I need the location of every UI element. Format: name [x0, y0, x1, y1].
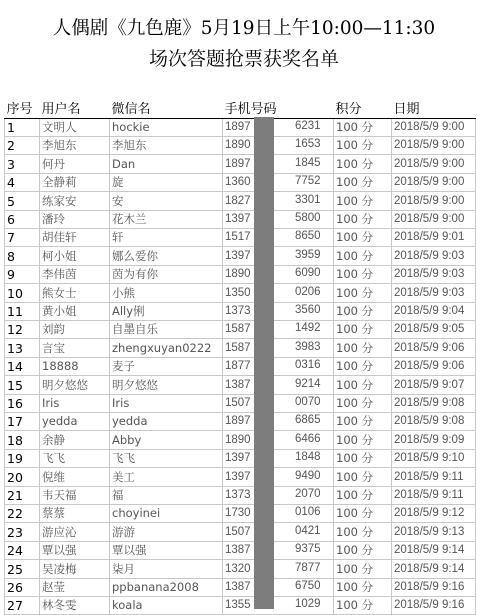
phone-prefix: 1587: [225, 323, 251, 336]
table-row: [5, 247, 476, 265]
cell-username: 吴凌梅: [40, 560, 110, 578]
table-row: [5, 376, 476, 394]
cell-score: 100 分: [334, 413, 392, 431]
cell-username: 明夕悠悠: [40, 376, 110, 394]
cell-date: 2018/5/9 9:03: [392, 247, 476, 265]
cell-wechat-name: yedda: [110, 413, 223, 431]
cell-date: 2018/5/9 9:14: [392, 560, 476, 578]
table-row: [5, 357, 476, 375]
column-header-phone: 手机号码: [223, 96, 334, 118]
cell-username: 李旭东: [40, 136, 110, 154]
cell-phone: [223, 192, 334, 210]
page-subtitle: 场次答题抢票获奖名单: [148, 48, 339, 70]
table-row: [5, 431, 476, 449]
phone-prefix: 1730: [225, 507, 251, 520]
cell-username: 游应沁: [40, 523, 110, 541]
cell-score: 100 分: [334, 247, 392, 265]
cell-username: 柯小姐: [40, 247, 110, 265]
cell-index: 5: [5, 192, 40, 210]
phone-prefix: 1827: [225, 194, 251, 207]
cell-phone: [223, 173, 334, 191]
cell-phone: [223, 560, 334, 578]
table-row: [5, 523, 476, 541]
cell-phone: [223, 357, 334, 375]
cell-wechat-name: 美工: [110, 468, 223, 486]
cell-score: 100 分: [334, 541, 392, 559]
cell-score: 100 分: [334, 320, 392, 338]
cell-wechat-name: choyinei: [110, 505, 223, 523]
cell-index: 23: [5, 523, 40, 541]
phone-prefix: 1507: [225, 397, 251, 409]
cell-wechat-name: Abby: [110, 431, 223, 449]
phone-prefix: 1387: [225, 581, 251, 594]
cell-username: 刘韵: [40, 320, 110, 338]
winner-table: [4, 96, 476, 615]
cell-index: 25: [5, 560, 40, 578]
cell-username: 18888: [40, 357, 110, 375]
cell-phone: [223, 302, 334, 320]
cell-date: 2018/5/9 9:11: [392, 468, 476, 486]
phone-prefix: 1387: [225, 544, 251, 557]
column-header-score: 积分: [334, 96, 392, 118]
cell-score: 100 分: [334, 376, 392, 394]
cell-score: 100 分: [334, 302, 392, 320]
cell-score: 100 分: [334, 228, 392, 246]
cell-username: 余静: [40, 431, 110, 449]
cell-date: 2018/5/9 9:00: [392, 210, 476, 228]
cell-phone: [223, 247, 334, 265]
cell-score: 100 分: [334, 505, 392, 523]
cell-username: 覃以强: [40, 541, 110, 559]
phone-prefix: 1507: [225, 525, 251, 538]
cell-index: 24: [5, 541, 40, 559]
cell-username: 李伟茵: [40, 265, 110, 283]
page-title: 人偶剧《九色鹿》5月19日上午10:00—11:30: [52, 18, 436, 39]
table-body: [5, 118, 476, 615]
cell-wechat-name: zhengxuyan0222: [110, 339, 223, 357]
cell-phone: [223, 486, 334, 504]
phone-prefix: 1897: [225, 157, 251, 170]
cell-wechat-name: ppbanana2008: [110, 578, 223, 596]
cell-phone: [223, 394, 334, 412]
cell-date: 2018/5/9 9:10: [392, 449, 476, 467]
cell-phone: [223, 541, 334, 559]
cell-username: 倪维: [40, 468, 110, 486]
cell-wechat-name: 游游: [110, 523, 223, 541]
cell-username: 练家安: [40, 192, 110, 210]
cell-index: 7: [5, 228, 40, 246]
cell-username: 熊女士: [40, 284, 110, 302]
cell-phone: [223, 431, 334, 449]
cell-phone: [223, 339, 334, 357]
phone-suffix: 6466: [295, 432, 321, 445]
cell-username: 潘玲: [40, 210, 110, 228]
cell-score: 100 分: [334, 357, 392, 375]
phone-suffix: 2070: [295, 488, 321, 501]
cell-date: 2018/5/9 9:04: [392, 302, 476, 320]
phone-suffix: 0316: [295, 359, 321, 372]
column-header-wechat: 微信名: [110, 96, 223, 118]
cell-index: 20: [5, 468, 40, 486]
cell-phone: [223, 413, 334, 431]
phone-prefix: 1373: [225, 304, 251, 317]
cell-date: 2018/5/9 9:16: [392, 578, 476, 596]
cell-score: 100 分: [334, 578, 392, 596]
phone-prefix: 1387: [225, 378, 251, 391]
cell-score: 100 分: [334, 210, 392, 228]
column-header-index: 序号: [5, 96, 40, 118]
cell-phone: [223, 597, 334, 615]
phone-prefix: 1877: [225, 360, 251, 373]
table-row: [5, 339, 476, 357]
cell-score: 100 分: [334, 136, 392, 154]
table-row: [5, 302, 476, 320]
cell-wechat-name: 柒月: [110, 560, 223, 578]
cell-index: 16: [5, 394, 40, 412]
cell-date: 2018/5/9 9:03: [392, 265, 476, 283]
table-row: [5, 505, 476, 523]
cell-date: 2018/5/9 9:00: [392, 192, 476, 210]
phone-prefix: 1397: [225, 452, 251, 465]
phone-suffix: 1845: [295, 156, 321, 169]
cell-phone: [223, 210, 334, 228]
cell-phone: [223, 468, 334, 486]
cell-score: 100 分: [334, 155, 392, 173]
cell-date: 2018/5/9 9:07: [392, 376, 476, 394]
cell-date: 2018/5/9 9:06: [392, 339, 476, 357]
cell-score: 100 分: [334, 192, 392, 210]
phone-suffix: 3560: [295, 303, 321, 316]
table-row: [5, 560, 476, 578]
cell-score: 100 分: [334, 560, 392, 578]
phone-prefix: 1587: [225, 341, 251, 354]
table-row: [5, 413, 476, 431]
cell-wechat-name: 覃以强: [110, 541, 223, 559]
phone-suffix: 7877: [295, 561, 321, 574]
cell-phone: [223, 265, 334, 283]
phone-prefix: 1890: [225, 268, 251, 281]
cell-username: 飞飞: [40, 449, 110, 467]
cell-index: 18: [5, 431, 40, 449]
cell-index: 9: [5, 265, 40, 283]
phone-suffix: 6750: [295, 580, 321, 593]
table-row: [5, 136, 476, 154]
table-row: [5, 173, 476, 191]
table-row: [5, 228, 476, 246]
phone-prefix: 1360: [225, 176, 251, 189]
cell-phone: [223, 284, 334, 302]
table-row: [5, 468, 476, 486]
cell-date: 2018/5/9 9:13: [392, 523, 476, 541]
cell-score: 100 分: [334, 118, 392, 136]
cell-wechat-name: 李旭东: [110, 136, 223, 154]
table-row: [5, 118, 476, 136]
phone-suffix: 6090: [295, 267, 321, 280]
cell-wechat-name: 麦子: [110, 357, 223, 375]
phone-suffix: 3301: [295, 193, 321, 206]
phone-prefix: 1373: [225, 489, 251, 502]
cell-score: 100 分: [334, 597, 392, 615]
table-row: [5, 578, 476, 596]
phone-suffix: 6231: [295, 119, 321, 132]
cell-phone: [223, 320, 334, 338]
cell-score: 100 分: [334, 523, 392, 541]
phone-suffix: 1492: [295, 322, 321, 335]
cell-index: 3: [5, 155, 40, 173]
cell-score: 100 分: [334, 173, 392, 191]
phone-suffix: 3983: [295, 340, 321, 353]
cell-wechat-name: 娜么爱你: [110, 247, 223, 265]
phone-prefix: 1890: [225, 139, 251, 152]
phone-prefix: 1320: [225, 562, 251, 575]
cell-wechat-name: 明夕悠悠: [110, 376, 223, 394]
phone-suffix: 6865: [295, 414, 321, 427]
cell-index: 10: [5, 284, 40, 302]
cell-phone: [223, 155, 334, 173]
phone-suffix: 0421: [295, 524, 321, 537]
cell-date: 2018/5/9 9:00: [392, 118, 476, 136]
table-row: [5, 155, 476, 173]
table-row: [5, 597, 476, 615]
cell-index: 2: [5, 136, 40, 154]
phone-suffix: 9375: [295, 543, 321, 556]
cell-date: 2018/5/9 9:16: [392, 597, 476, 615]
phone-prefix: 1890: [225, 433, 251, 446]
cell-wechat-name: 旋: [110, 173, 223, 191]
phone-prefix: 1517: [225, 231, 251, 244]
cell-date: 2018/5/9 9:00: [392, 155, 476, 173]
phone-prefix: 1897: [225, 415, 251, 428]
cell-score: 100 分: [334, 265, 392, 283]
cell-wechat-name: 轩: [110, 228, 223, 246]
table-row: [5, 541, 476, 559]
cell-username: 赵莹: [40, 578, 110, 596]
cell-score: 100 分: [334, 468, 392, 486]
cell-wechat-name: koala: [110, 597, 223, 615]
column-header-date: 日期: [392, 96, 476, 118]
table-header: [5, 96, 476, 118]
cell-phone: [223, 505, 334, 523]
phone-suffix: 7752: [295, 175, 321, 188]
phone-suffix: 9490: [295, 469, 321, 482]
cell-wechat-name: 茵为有你: [110, 265, 223, 283]
cell-wechat-name: Iris: [110, 394, 223, 412]
cell-username: 黄小姐: [40, 302, 110, 320]
phone-suffix: 3959: [295, 248, 321, 261]
phone-prefix: 1397: [225, 249, 251, 262]
phone-suffix: 5800: [295, 211, 321, 224]
cell-username: 林冬雯: [40, 597, 110, 615]
cell-index: 12: [5, 320, 40, 338]
phone-suffix: 0070: [295, 396, 321, 408]
header-row: [5, 96, 476, 118]
cell-index: 26: [5, 578, 40, 596]
cell-wechat-name: Dan: [110, 155, 223, 173]
cell-index: 15: [5, 376, 40, 394]
cell-username: 韦天福: [40, 486, 110, 504]
phone-suffix: 0106: [295, 506, 321, 519]
phone-prefix: 1350: [225, 286, 251, 299]
cell-date: 2018/5/9 9:12: [392, 505, 476, 523]
phone-prefix: 1397: [225, 470, 251, 483]
cell-phone: [223, 578, 334, 596]
cell-phone: [223, 376, 334, 394]
cell-date: 2018/5/9 9:05: [392, 320, 476, 338]
cell-score: 100 分: [334, 449, 392, 467]
cell-phone: [223, 136, 334, 154]
cell-phone: [223, 228, 334, 246]
cell-index: 6: [5, 210, 40, 228]
cell-username: yedda: [40, 413, 110, 431]
cell-date: 2018/5/9 9:06: [392, 357, 476, 375]
cell-date: 2018/5/9 9:03: [392, 284, 476, 302]
cell-username: 文明人: [40, 118, 110, 136]
column-header-username: 用户名: [40, 96, 110, 118]
cell-wechat-name: hockie: [110, 118, 223, 136]
cell-phone: [223, 523, 334, 541]
cell-phone: [223, 118, 334, 136]
cell-index: 27: [5, 597, 40, 615]
table-row: [5, 486, 476, 504]
cell-index: 22: [5, 505, 40, 523]
cell-date: 2018/5/9 9:08: [392, 394, 476, 412]
cell-index: 13: [5, 339, 40, 357]
phone-suffix: 8650: [295, 230, 321, 243]
cell-phone: [223, 449, 334, 467]
table-row: [5, 192, 476, 210]
cell-username: 全静莉: [40, 173, 110, 191]
cell-index: 11: [5, 302, 40, 320]
phone-prefix: 1355: [225, 599, 251, 612]
cell-date: 2018/5/9 9:01: [392, 228, 476, 246]
cell-username: Iris: [40, 394, 110, 412]
phone-suffix: 0206: [295, 285, 321, 298]
cell-index: 21: [5, 486, 40, 504]
cell-username: 胡佳轩: [40, 228, 110, 246]
title-block: [0, 0, 488, 96]
cell-date: 2018/5/9 9:00: [392, 173, 476, 191]
phone-prefix: 1897: [225, 120, 251, 133]
cell-wechat-name: 自墨自乐: [110, 320, 223, 338]
cell-index: 4: [5, 173, 40, 191]
cell-index: 14: [5, 357, 40, 375]
cell-score: 100 分: [334, 486, 392, 504]
cell-username: 言宝: [40, 339, 110, 357]
cell-date: 2018/5/9 9:09: [392, 431, 476, 449]
cell-date: 2018/5/9 9:14: [392, 541, 476, 559]
cell-date: 2018/5/9 9:00: [392, 136, 476, 154]
table-row: [5, 284, 476, 302]
phone-suffix: 9214: [295, 377, 321, 390]
cell-date: 2018/5/9 9:08: [392, 413, 476, 431]
cell-score: 100 分: [334, 431, 392, 449]
cell-username: 何丹: [40, 155, 110, 173]
cell-wechat-name: 福: [110, 486, 223, 504]
phone-redaction-bar: [254, 117, 274, 609]
cell-wechat-name: 飞飞: [110, 449, 223, 467]
cell-score: 100 分: [334, 284, 392, 302]
phone-suffix: 1848: [295, 451, 321, 464]
cell-score: 100 分: [334, 339, 392, 357]
cell-username: 蔡蔡: [40, 505, 110, 523]
cell-date: 2018/5/9 9:11: [392, 486, 476, 504]
phone-suffix: 1029: [295, 598, 321, 611]
cell-index: 17: [5, 413, 40, 431]
cell-wechat-name: 花木兰: [110, 210, 223, 228]
cell-score: 100 分: [334, 394, 392, 412]
cell-wechat-name: 安: [110, 192, 223, 210]
phone-suffix: 1653: [295, 138, 321, 151]
table-row: [5, 210, 476, 228]
phone-prefix: 1397: [225, 212, 251, 225]
cell-wechat-name: Ally俐: [110, 302, 223, 320]
cell-index: 19: [5, 449, 40, 467]
table-row: [5, 449, 476, 467]
table-row: [5, 394, 476, 412]
cell-wechat-name: 小熊: [110, 284, 223, 302]
table-row: [5, 265, 476, 283]
cell-index: 8: [5, 247, 40, 265]
cell-index: 1: [5, 118, 40, 136]
table-row: [5, 320, 476, 338]
